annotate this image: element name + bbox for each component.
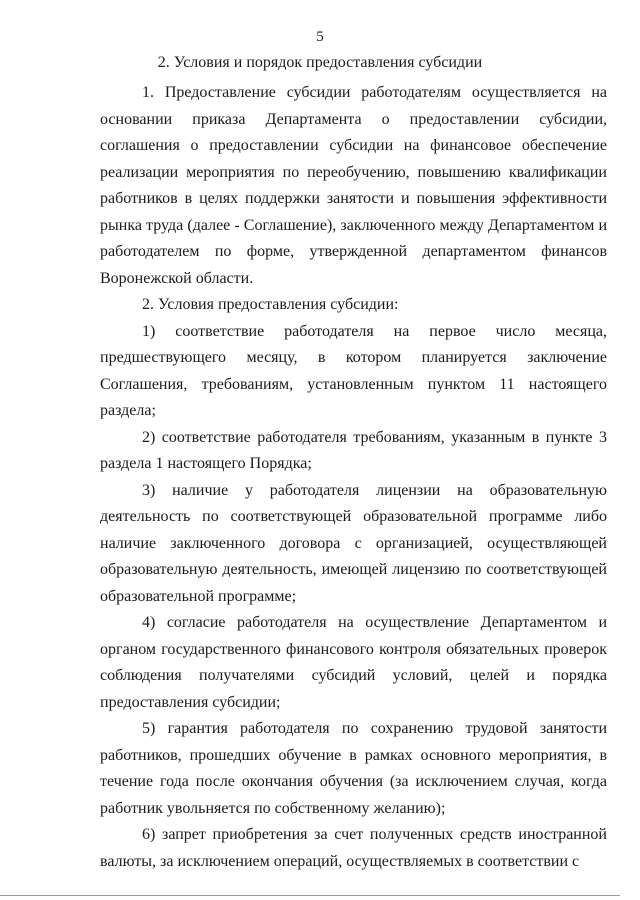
paragraph-6: 4) согласие работодателя на осуществление Департаментом и органом государственного финансового контроля обязательных проверок соблюдения получателями субсидий условий, целей и порядка предоставления субсидии; bbox=[100, 614, 607, 711]
paragraph-3: 1) соответствие работодателя на первое число месяца, предшествующего месяцу, в котором планируется заключение Соглашения, требованиям, установленным пунктом 11 настоящего раздела; bbox=[100, 322, 607, 419]
paragraph-8: 6) запрет приобретения за счет полученных средств иностранной валюты, за исключением операций, осуществляемых в соответствии с bbox=[100, 826, 607, 870]
section-title: 2. Условия и порядок предоставления субсидии bbox=[157, 54, 483, 71]
bottom-rule bbox=[0, 895, 620, 896]
paragraph-4: 2) соответствие работодателя требованиям, указанным в пункте 3 раздела 1 настоящего Порядка; bbox=[100, 428, 607, 472]
page-number: 5 bbox=[316, 29, 324, 45]
paragraph-5: 3) наличие у работодателя лицензии на образовательную деятельность по соответствующей образовательной программе либо наличие заключенного договора с организацией, осуществляющей образовательную деятельность, имеющей лицензию по соответствующей образовательной программе; bbox=[100, 481, 607, 605]
document-body bbox=[100, 80, 607, 875]
paragraph-1: 1. Предоставление субсидии работодателям осуществляется на основании приказа Департамента о предоставлении субсидии, соглашения о предоставлении субсидии на финансовое обеспечение реализации мероприятия по переобучению, повышению квалификации работников в целях поддержки занятости и повышения эффективности рынка труда (далее - Соглашение), заключенного между Департаментом и работодателем по форме, утвержденной департаментом финансов Воронежской области. bbox=[100, 84, 607, 287]
paragraph-7: 5) гарантия работодателя по сохранению трудовой занятости работников, прошедших обучение в рамках основного мероприятия, в течение года после окончания обучения (за исключением случая, когда работник увольняется по собственному желанию); bbox=[100, 720, 607, 817]
paragraph-2: 2. Условия предоставления субсидии: bbox=[142, 296, 399, 313]
